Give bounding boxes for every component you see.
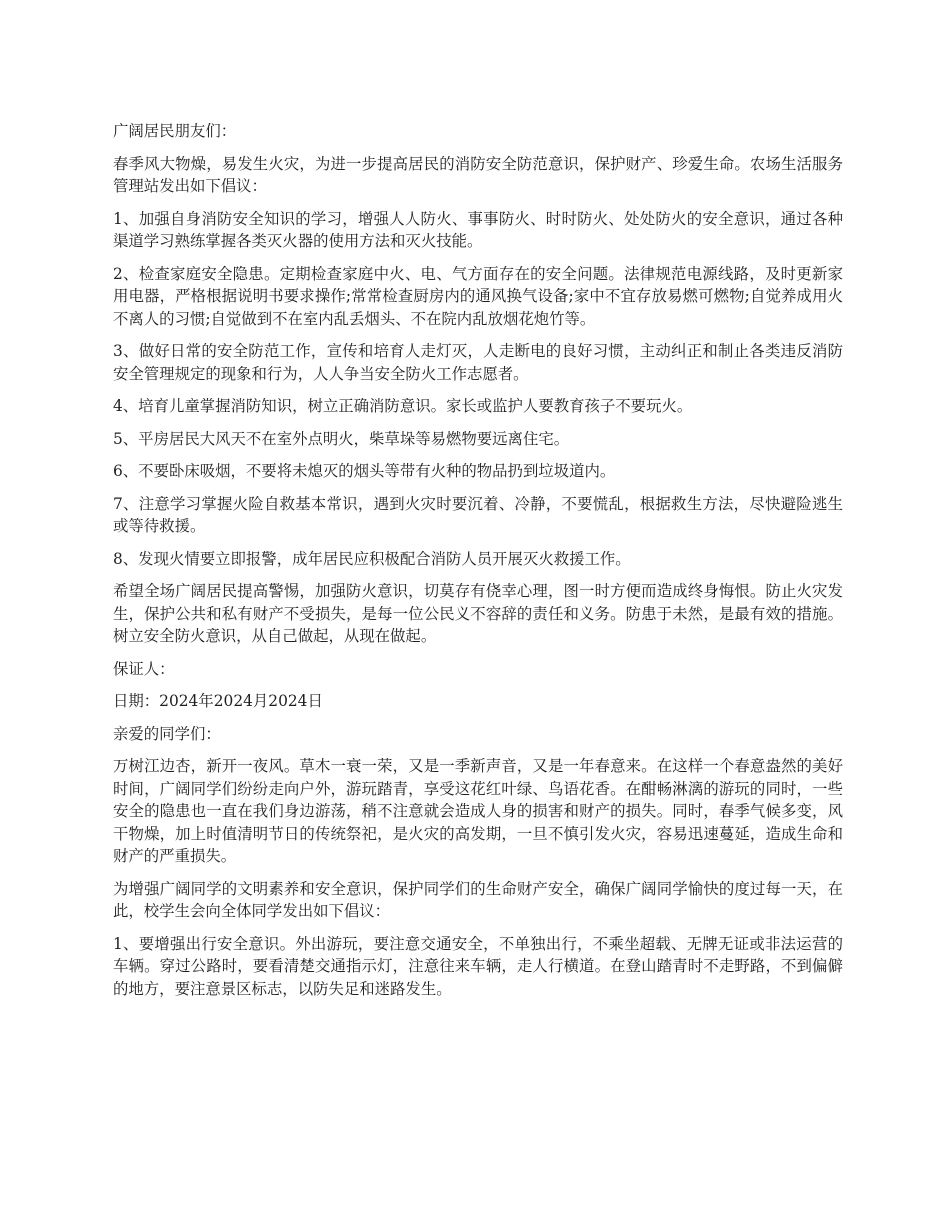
guarantor-line: 保证人： [113, 659, 175, 678]
proposal-item-8: 8、发现火情要立即报警，成年居民应积极配合消防人员开展灭火救援工作。 [113, 549, 631, 568]
date-line: 日期：2024年2024月2024日 [113, 692, 323, 710]
document-page [113, 120, 843, 1010]
proposal-item-5: 5、平房居民大风天不在室外点明火，柴草垛等易燃物要远离住宅。 [113, 429, 570, 448]
proposal-item-2: 2、检查家庭安全隐患。定期检查家庭中火、电、气方面存在的安全问题。法律规范电源线路，及时更新家用电器，严格根据说明书要求操作;常常检查厨房内的通风换气设备;家中不宜存放易燃可燃物;自觉养成用火不离人的习惯;自觉做到不在室内乱丢烟头、不在院内乱放烟花炮竹等。 [113, 264, 843, 328]
student-item-1: 1、要增强出行安全意识。外出游玩，要注意交通安全，不单独出行，不乘坐超载、无牌无证或非法运营的车辆。穿过公路时，要看清楚交通指示灯，注意往来车辆，走人行横道。在登山踏青时不走野路，不到偏僻的地方，要注意景区标志，以防失足和迷路发生。 [113, 934, 843, 998]
proposal-item-3: 3、做好日常的安全防范工作，宣传和培育人走灯灭，人走断电的良好习惯，主动纠正和制止各类违反消防安全管理规定的现象和行为，人人争当安全防火工作志愿者。 [113, 342, 843, 383]
intro-paragraph: 春季风大物燥，易发生火灾，为进一步提高居民的消防安全防范意识，保护财产、珍爱生命。农场生活服务管理站发出如下倡议： [113, 154, 843, 195]
greeting-residents: 广阔居民朋友们： [113, 122, 237, 140]
closing-paragraph: 希望全场广阔居民提高警惕，加强防火意识，切莫存有侥幸心理，图一时方便而造成终身悔恨。防止火灾发生，保护公共和私有财产不受损失，是每一位公民义不容辞的责任和义务。防患于未然，是最有效的措施。树立安全防火意识，从自己做起，从现在做起。 [113, 582, 843, 645]
proposal-item-6: 6、不要卧床吸烟，不要将未熄灭的烟头等带有火种的物品扔到垃圾道内。 [113, 462, 616, 480]
student-intro-paragraph: 为增强广阔同学的文明素养和安全意识，保护同学们的生命财产安全，确保广阔同学愉快的度过每一天，在此，校学生会向全体同学发出如下倡议： [113, 879, 843, 920]
greeting-students: 亲爱的同学们： [113, 724, 221, 743]
spring-paragraph: 万树江边杏，新开一夜风。草木一衰一荣，又是一季新声音，又是一年春意来。在这样一个春意盎然的美好时间，广阔同学们纷纷走向户外，游玩踏青，享受这花红叶绿、鸟语花香。在酣畅淋漓的游玩的同时，一些安全的隐患也一直在我们身边游荡，稍不注意就会造成人身的损害和财产的损失。同时，春季气候多变，风干物燥，加上时值清明节日的传统祭祀，是火灾的高发期，一旦不慎引发火灾，容易迅速蔓延，造成生命和财产的严重损失。 [113, 757, 843, 865]
proposal-item-4: 4、培育儿童掌握消防知识，树立正确消防意识。家长或监护人要教育孩子不要玩火。 [113, 397, 693, 415]
proposal-item-1: 1、加强自身消防安全知识的学习，增强人人防火、事事防火、时时防火、处处防火的安全意识，通过各种渠道学习熟练掌握各类灭火器的使用方法和灭火技能。 [113, 209, 843, 250]
proposal-item-7: 7、注意学习掌握火险自救基本常识，遇到火灾时要沉着、冷静，不要慌乱，根据救生方法，尽快避险逃生或等待救援。 [113, 494, 843, 535]
